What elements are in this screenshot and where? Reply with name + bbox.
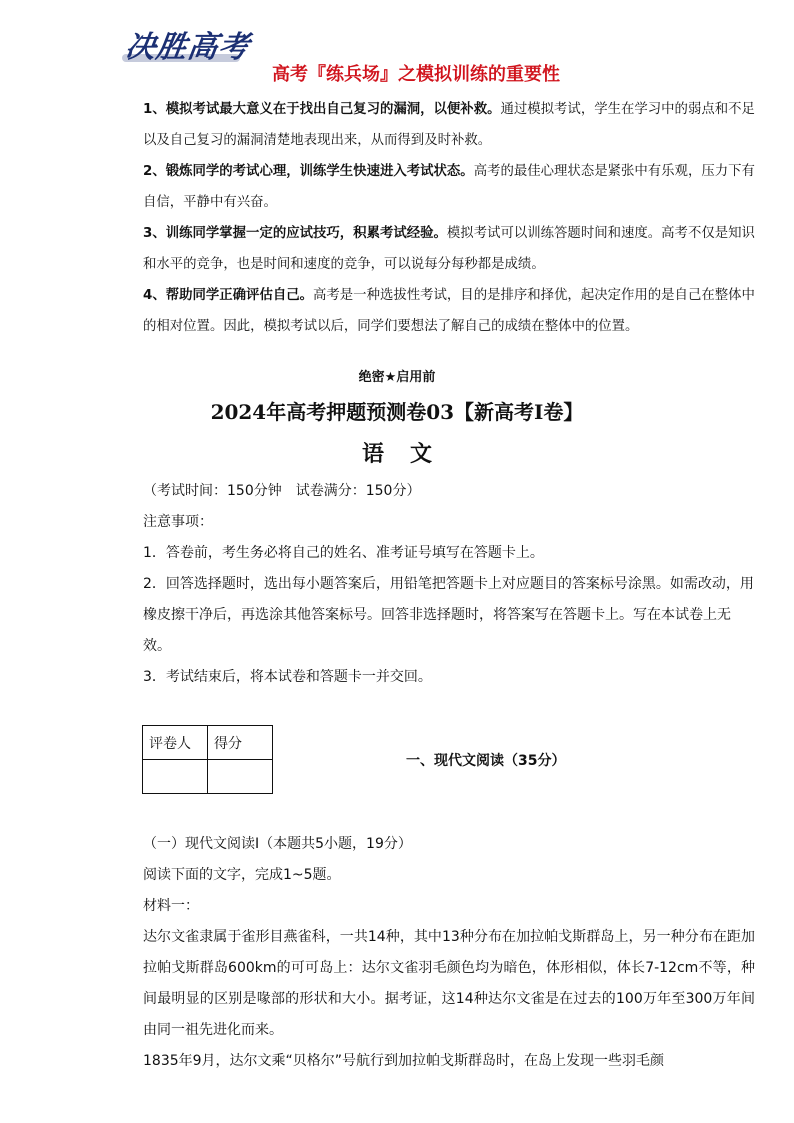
brand-logo (122, 18, 252, 88)
exam-time-info: （考试时间：150分钟 试卷满分：150分） (143, 483, 421, 499)
material-paragraph: 1835年9月，达尔文乘“贝格尔”号航行到加拉帕戈斯群岛时，在岛上发现一些羽毛颜 (143, 1053, 665, 1069)
exam-instructions (143, 476, 755, 693)
reading-section (143, 829, 755, 1077)
exam-title: 2024年高考押题预测卷03【新高考I卷】 (210, 400, 584, 424)
intro-item-lead: 2、锻炼同学的考试心理，训练学生快速进入考试状态。 (143, 164, 474, 179)
intro-section (143, 94, 755, 342)
confidential-label: 绝密★启用前 (358, 370, 436, 385)
section-heading: 一、现代文阅读（35分） (406, 753, 566, 769)
subject-title: 语文 (361, 441, 458, 467)
score-table (142, 725, 273, 794)
banner-title: 高考『练兵场』之模拟训练的重要性 (272, 64, 560, 85)
grader-value-cell (143, 760, 208, 794)
intro-item-1 (143, 94, 755, 156)
note-item: 1．答卷前，考生务必将自己的姓名、准考证号填写在答题卡上。 (143, 545, 544, 561)
intro-item-text: 通过模拟考试，学生在学习中的弱点和不足以及自己复习的漏洞清楚地表现出来，从而得到及时补救。 (143, 102, 755, 148)
reading-subheading: （一）现代文阅读I（本题共5小题，19分） (143, 836, 412, 852)
intro-item-2 (143, 156, 755, 218)
note-item: 3．考试结束后，将本试卷和答题卡一并交回。 (143, 669, 432, 685)
reading-instruction: 阅读下面的文字，完成1~5题。 (143, 867, 341, 883)
material-paragraph: 达尔文雀隶属于雀形目燕雀科，一共14种，其中13种分布在加拉帕戈斯群岛上，另一种分布在距加拉帕戈斯群岛600km的可可岛上：达尔文雀羽毛颜色均为暗色，体形相似，体长7-12cm不等，种间最明显的区别是喙部的形状和大小。据考证，这14种达尔文雀是在过去的100万年至300万年间由同一祖先进化而来。 (143, 929, 755, 1038)
intro-item-text: 高考的最佳心理状态是紧张中有乐观，压力下有自信，平静中有兴奋。 (143, 164, 755, 210)
intro-item-text: 高考是一种选拔性考试，目的是排序和择优，起决定作用的是自己在整体中的相对位置。因此，模拟考试以后，同学们要想法了解自己的成绩在整体中的位置。 (143, 288, 755, 334)
intro-item-lead: 1、模拟考试最大意义在于找出自己复习的漏洞，以便补救。 (143, 102, 501, 117)
intro-item-3 (143, 218, 755, 280)
intro-item-lead: 3、训练同学掌握一定的应试技巧，积累考试经验。 (143, 226, 447, 241)
intro-item-4 (143, 280, 755, 342)
note-item: 2．回答选择题时，选出每小题答案后，用铅笔把答题卡上对应题目的答案标号涂黑。如需改动，用橡皮擦干净后，再选涂其他答案标号。回答非选择题时，将答案写在答题卡上。写在本试卷上无效。 (143, 576, 754, 654)
notes-heading: 注意事项： (143, 514, 213, 530)
intro-item-text: 模拟考试可以训练答题时间和速度。高考不仅是知识和水平的竞争，也是时间和速度的竞争，可以说每分每秒都是成绩。 (143, 226, 755, 272)
material-label: 材料一： (143, 898, 199, 914)
score-value-cell (208, 760, 273, 794)
intro-item-lead: 4、帮助同学正确评估自己。 (143, 288, 314, 303)
score-header-cell: 得分 (208, 726, 273, 760)
logo-text: 决胜高考 (123, 30, 252, 65)
grader-header-cell: 评卷人 (143, 726, 208, 760)
